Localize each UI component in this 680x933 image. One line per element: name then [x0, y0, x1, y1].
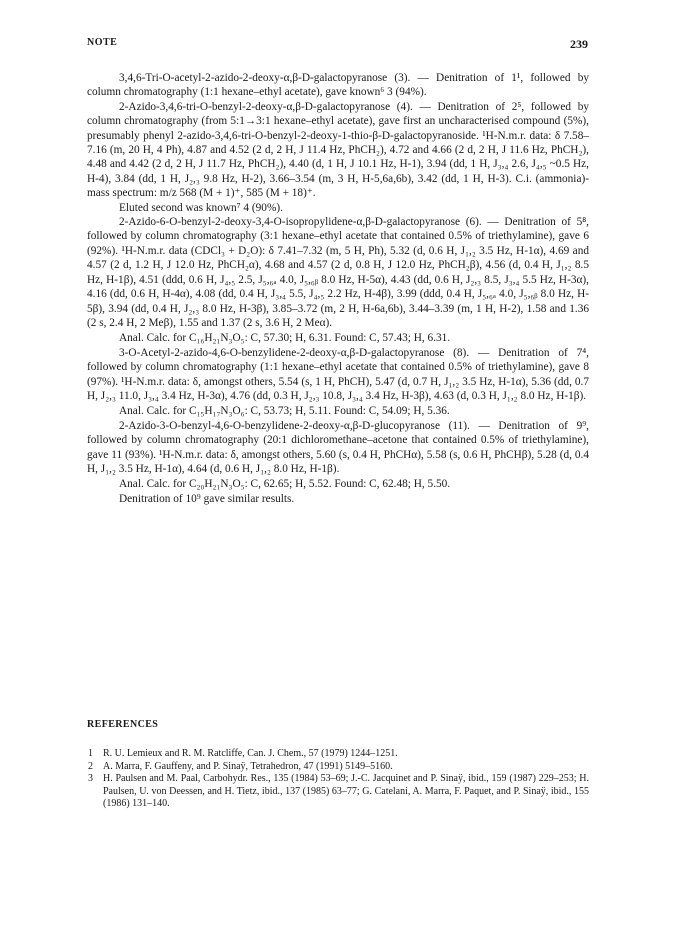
running-head: NOTE — [87, 37, 118, 48]
experimental-text — [87, 71, 589, 506]
paragraph-compound-3: 3,4,6-Tri-O-acetyl-2-azido-2-deoxy-α,β-D-galactopyranose (3). — Denitration of 1¹, followed by column chromatography (1:1 hexane–ethyl acetate), gave known⁶ 3 (94%). — [87, 72, 589, 99]
analysis-compound-11: Anal. Calc. for C₂₀H₂₁N₃O₅: C, 62.65; H, 5.52. Found: C, 62.48; H, 5.50. — [119, 478, 451, 491]
reference-text: H. Paulsen and M. Paal, Carbohydr. Res., 135 (1984) 53–69; J.-C. Jacquinet and P. Sinaÿ, ibid., 159 (1987) 229–253; H. Paulsen, U. von Deessen, and H. Tietz, ibid., 137 (1985) 63–77; G. Catelani, A. Marra, F. Paquet, and P. Sinaÿ, ibid., 155 (1986) 131–140. — [103, 773, 589, 810]
reference-text: R. U. Lemieux and R. M. Ratcliffe, Can. J. Chem., 57 (1979) 1244–1251. — [103, 748, 398, 759]
analysis-compound-6: Anal. Calc. for C₁₆H₂₁N₃O₅: C, 57.30; H, 6.31. Found: C, 57.43; H, 6.31. — [119, 332, 451, 345]
reference-item — [87, 748, 589, 761]
reference-number: 1 — [88, 748, 93, 759]
page-header — [87, 37, 588, 53]
paragraph-compound-6: 2-Azido-6-O-benzyl-2-deoxy-3,4-O-isopropylidene-α,β-D-galactopyranose (6). — Denitration of 5⁸, followed by column chromatography (3:1 hexane–ethyl acetate that contained 0.5% of triethylamine), gave 6 (92%). ¹H-N.m.r. data (CDCl₃ + D₂O): δ 7.41–7.32 (m, 5 H, Ph), 5.32 (d, 0.6 H, J₁,₂ 3.5 Hz, H-1α), 4.69 and 4.57 (2 d, 1.2 H, J 12.0 Hz, PhCH₂α), 4.68 and 4.57 (2 d, 0.8 H, J 12.0 Hz, PhCH₂β), 4.56 (d, 0.4 H, J₁,₂ 8.5 Hz, H-1β), 4.51 (ddd, 0.6 H, J₄,₅ 2.5, J₅,₆ₐ 4.0, J₅,₆ᵦ 8.0 Hz, H-5α), 4.43 (dd, 0.6 H, J₂,₃ 8.5, J₃,₄ 5.5 Hz, H-3α), 4.16 (dd, 0.6 H, H-4α), 4.08 (dd, 0.4 H, J₃,₄ 5.5, J₄,₅ 2.2 Hz, H-4β), 3.99 (ddd, 0.4 H, J₅,₆ₐ 4.0, J₅,₆ᵦ 8.0 Hz, H-5β), 3.94 (dd, 0.4 H, J₂,₃ 8.0 Hz, H-3β), 3.85–3.72 (m, 2 H, H-6a,6b), 3.44–3.39 (m, 1 H, H-2), 1.58 and 1.36 (2 s, 2.4 H, 2 Meβ), 1.55 and 1.37 (2 s, 3.6 H, 2 Meα). — [87, 216, 589, 329]
page-number: 239 — [570, 37, 588, 51]
reference-item — [87, 773, 589, 811]
paragraph-compound-8: 3-O-Acetyl-2-azido-4,6-O-benzylidene-2-deoxy-α,β-D-galactopyranose (8). — Denitration of 7⁴, followed by column chromatography (1:1 hexane–ethyl acetate that contained 0.5% of triethylamine), gave 8 (97%). ¹H-N.m.r. data: δ, amongst others, 5.54 (s, 1 H, PhCH), 5.47 (d, 0.7 H, J₁,₂ 3.5 Hz, H-1α), 5.36 (dd, 0.7 H, J₂,₃ 11.0, J₃,₄ 3.4 Hz, H-3α), 4.76 (dd, 0.3 H, J₂,₃ 10.8, J₃,₄ 3.4 Hz, H-3β), 4.63 (d, 0.3 H, J₁,₂ 8.0 Hz, H-1β). — [87, 346, 589, 402]
reference-number: 2 — [88, 760, 93, 772]
reference-text: A. Marra, F. Gauffeny, and P. Sinaÿ, Tetrahedron, 47 (1991) 5149–5160. — [103, 760, 393, 772]
paragraph-compound-10: Denitration of 10⁹ gave similar results. — [119, 492, 295, 505]
paragraph-eluted-second: Eluted second was known⁷ 4 (90%). — [119, 201, 283, 214]
reference-item — [87, 761, 589, 774]
analysis-compound-8: Anal. Calc. for C₁₅H₁₇N₃O₆: C, 53.73; H, 5.11. Found: C, 54.09; H, 5.36. — [119, 405, 450, 418]
paragraph-compound-11: 2-Azido-3-O-benzyl-4,6-O-benzylidene-2-deoxy-α,β-D-glucopyranose (11). — Denitration of 9⁹, followed by column chromatography (20:1 dichloromethane–acetone that contained 0.5% of triethylamine), gave 11 (93%). ¹H-N.m.r. data: δ, amongst others, 5.60 (s, 0.4 H, PhCHα), 5.58 (s, 0.6 H, PhCHβ), 5.28 (d, 0.4 H, J₁,₂ 3.5 Hz, H-1α), 4.64 (d, 0.6 H, J₁,₂ 8.0 Hz, H-1β). — [87, 419, 589, 475]
references-list — [87, 748, 589, 811]
references-heading: REFERENCES — [87, 719, 159, 730]
paragraph-compound-4: 2-Azido-3,4,6-tri-O-benzyl-2-deoxy-α,β-D-galactopyranose (4). — Denitration of 2⁵, followed by column chromatography (from 5:1→3:1 hexane–ethyl acetate), gave first an uncharacterised compound (5%), presumably phenyl 2-azido-3,4,6-tri-O-benzyl-2-deoxy-1-thio-β-D-galactopyranoside. ¹H-N.m.r. data: δ 7.58–7.16 (m, 20 H, 4 Ph), 4.87 and 4.52 (2 d, 2 H, J 11.4 Hz, PhCH₂), 4.72 and 4.66 (2 d, 2 H, J 11.6 Hz, PhCH₂), 4.48 and 4.42 (2 d, 2 H, J 11.7 Hz, PhCH₂), 4.40 (d, 1 H, J 10.1 Hz, H-1), 3.94 (dd, 1 H, J₃,₄ 2.6, J₄,₅ ~0.5 Hz, H-4), 3.84 (dd, 1 H, J₂,₃ 9.8 Hz, H-2), 3.66–3.54 (m, 3 H, H-5,6a,6b), 3.42 (dd, 1 H, H-3). C.i. (ammonia)-mass spectrum: m/z 568 (M + 1)⁺, 585 (M + 18)⁺. — [87, 100, 589, 200]
reference-number: 3 — [88, 773, 93, 785]
